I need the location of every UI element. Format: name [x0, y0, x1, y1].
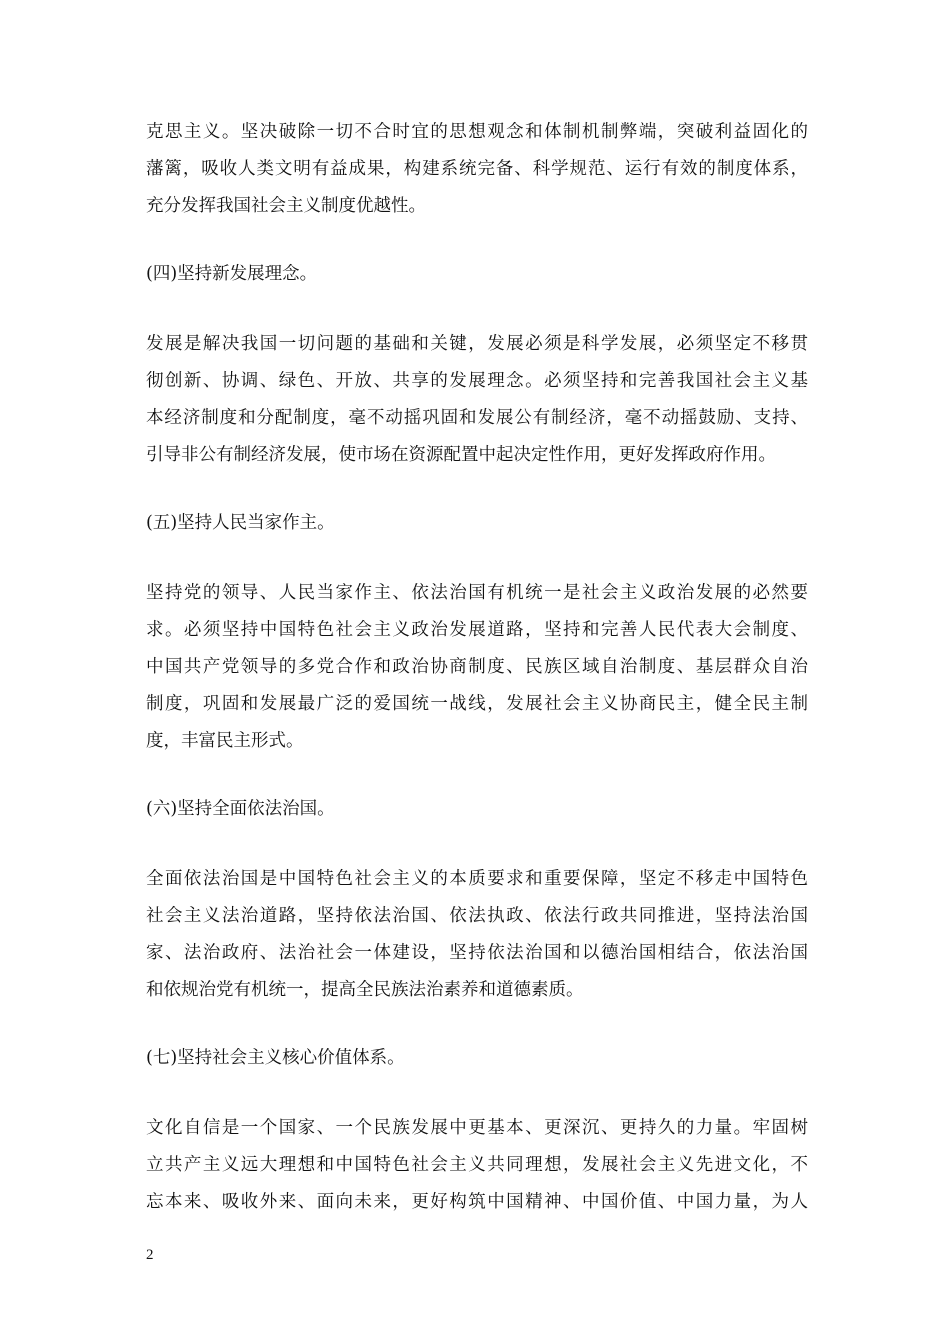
text-line: 文化自信是一个国家、一个民族发展中更基本、更深沉、更持久的力量。牢固树 — [146, 1118, 808, 1138]
paragraph-rule-of-law — [146, 861, 808, 1009]
section-heading-5: (五)坚持人民当家作主。 — [146, 513, 335, 533]
paragraph-intro — [146, 114, 808, 225]
text-line: 发展是解决我国一切问题的基础和关键，发展必须是科学发展，必须坚定不移贯 — [146, 334, 808, 354]
section-heading-6: (六)坚持全面依法治国。 — [146, 799, 335, 819]
section-heading-7: (七)坚持社会主义核心价值体系。 — [146, 1048, 405, 1068]
paragraph-people — [146, 575, 808, 760]
page-number: 2 — [146, 1247, 154, 1263]
text-line: 本经济制度和分配制度，毫不动摇巩固和发展公有制经济，毫不动摇鼓励、支持、 — [146, 408, 808, 428]
text-line: 中国共产党领导的多党合作和政治协商制度、民族区域自治制度、基层群众自治 — [146, 657, 808, 677]
text-line: 彻创新、协调、绿色、开放、共享的发展理念。必须坚持和完善我国社会主义基 — [146, 371, 808, 391]
text-line: 社会主义法治道路，坚持依法治国、依法执政、依法行政共同推进，坚持法治国 — [146, 906, 808, 926]
text-line: 和依规治党有机统一，提高全民族法治素养和道德素质。 — [146, 980, 584, 1000]
paragraph-development — [146, 326, 808, 474]
document-body — [146, 114, 808, 1221]
text-line: 求。必须坚持中国特色社会主义政治发展道路，坚持和完善人民代表大会制度、 — [146, 620, 808, 640]
text-line: 忘本来、吸收外来、面向未来，更好构筑中国精神、中国价值、中国力量，为人 — [146, 1192, 808, 1212]
text-line: 克思主义。坚决破除一切不合时宜的思想观念和体制机制弊端，突破利益固化的 — [146, 122, 808, 142]
text-line: 藩篱，吸收人类文明有益成果，构建系统完备、科学规范、运行有效的制度体系， — [146, 159, 808, 179]
text-line: 充分发挥我国社会主义制度优越性。 — [146, 196, 426, 216]
section-heading-4: (四)坚持新发展理念。 — [146, 264, 318, 284]
text-line: 引导非公有制经济发展，使市场在资源配置中起决定性作用，更好发挥政府作用。 — [146, 445, 776, 465]
text-line: 坚持党的领导、人民当家作主、依法治国有机统一是社会主义政治发展的必然要 — [146, 583, 808, 603]
text-line: 全面依法治国是中国特色社会主义的本质要求和重要保障，坚定不移走中国特色 — [146, 869, 808, 889]
text-line: 度，丰富民主形式。 — [146, 731, 304, 751]
text-line: 立共产主义远大理想和中国特色社会主义共同理想，发展社会主义先进文化，不 — [146, 1155, 808, 1175]
paragraph-culture — [146, 1110, 808, 1221]
text-line: 制度，巩固和发展最广泛的爱国统一战线，发展社会主义协商民主，健全民主制 — [146, 694, 808, 714]
text-line: 家、法治政府、法治社会一体建设，坚持依法治国和以德治国相结合，依法治国 — [146, 943, 808, 963]
